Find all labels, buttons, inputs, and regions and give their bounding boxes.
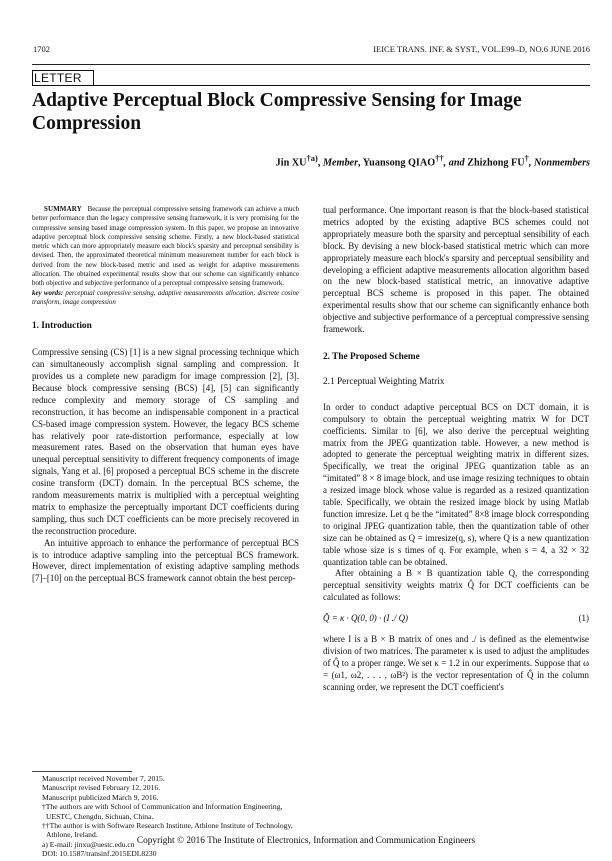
footnote-received: Manuscript received November 7, 2015. — [42, 774, 165, 783]
equation-body: Q̂ = κ · Q(0, 0) · (I ./ Q) — [323, 613, 409, 624]
summary — [32, 205, 299, 289]
copyright-notice: Copyright © 2016 The Institute of Electronics, Information and Communication Engineers — [136, 836, 476, 846]
footnote-affiliation-2: ††The author is with Software Research Institute, Athlone Institute of Technology, Athlone, Ireland. — [42, 821, 293, 840]
left-column — [32, 205, 299, 585]
author-1-affiliation: †a) — [306, 153, 318, 163]
intro-paragraph-1: Compressive sensing (CS) [1] is a new signal processing technique which can simultaneously accomplish signal sampling and compression. It provides us a complete new paradigm for image compression [2], [3]. Because block compressive sensing (BCS) [4], [5] can significantly reduce complexity and memory storage of CS sampling and reconstruction, it has become an indispensable component in a practical CS-based image compression system. However, the legacy BCS scheme has relatively poor rate-distortion performance, especially at low measurement rates. Based on the observation that human eyes have unequal perceptual sensitivity to different frequency components of image signals, Yang et al. [6] proposed a perceptual BCS scheme in the discrete cosine transform (DCT) domain. In the perceptual BCS scheme, the random measurements matrix is multiplied with a perceptual weighting matrix to emphasize the perceptually important DCT coefficients during sampling, thus such DCT coefficients can be more precisely recovered in the reconstruction procedure. — [32, 347, 299, 536]
section-1-heading: 1. Introduction — [32, 321, 92, 332]
keywords — [32, 289, 299, 308]
letter-rule — [32, 85, 590, 86]
right-column — [323, 205, 589, 694]
section-2-paragraph-2: After obtaining a B × B quantization table Q, the corresponding perceptual sensitivity weights matrix Q̂ for DCT coefficients can be calculated as follows: — [323, 568, 589, 603]
section-2-paragraph-1: In order to conduct adaptive perceptual BCS on DCT domain, it is compulsory to obtain the perceptual weighting matrix W for DCT coefficients. Similar to [6], we also derive the perceptual weighting matrix from the JPEG quantization table. However, a new method is adopted to generate the perceptual weighting matrix in different sizes. Specifically, we treat the original JPEG quantization table as an “imitated” 8 × 8 image block, and use image resizing techniques to obtain a resized image block whose value is regarded as a resized quantization table. Specifically, we obtain the resized image block by using Matlab function imresize. Let q be the “imitated” 8×8 image block corresponding to original JPEG quantization table, then the quantization table of other size can be obtained as Q = imresize(q, s), where Q is a new quantization table whose size is s times of q. For example, when s = 4, a 32 × 32 quantization table can be obtained. — [323, 401, 589, 567]
keywords-text: perceptual compressive sensing, adaptive measurements allocation, discrete cosine transform, image compression — [32, 289, 299, 306]
letter-label: LETTER — [32, 70, 94, 85]
page-number: 1702 — [33, 44, 50, 54]
footnote-affiliation-1: †The authors are with School of Communication and Information Engineering, UESTC, Chengdu, Sichuan, China. — [42, 802, 283, 821]
footnote-email: a) E-mail: jinxu@uestc.edu.cn — [42, 839, 135, 849]
intro-paragraph-2: An intuitive approach to enhance the performance of perceptual BCS is to introduce adaptive sampling into the perceptual BCS framework. However, direct implementation of existing adaptive sampling methods [7]–[10] on the perceptual BCS framework cannot obtain the best percep- — [32, 537, 299, 584]
section-2-paragraph-3: where I is a B × B matrix of ones and ./ is defined as the elementwise division of two matrices. The parameter κ is used to adjust the amplitudes of Q̂ to a proper range. We set κ = 1.2 in our experiments. Suppose that ω = (ω1, ω2, . . . , ωB²) is the vector representation of Q̂ in the column scanning order, we represent the DCT coefficient's — [323, 634, 589, 692]
footnote-publicized: Manuscript publicized March 9, 2016. — [42, 792, 159, 802]
footnote-revised: Manuscript revised February 12, 2016. — [42, 783, 161, 793]
intro-continuation: tual performance. One important reason is that the block-based statistical metrics adopted by the existing adaptive BCS schemes could not appropriately measure both the sparsity and perceptual sensibility of each block. By devising a new block-based statistical metric which can more appropriately measure each block's sparsity and perceptual sensibility and developing a efficient adaptive measurements allocation algorithm based on the new block-based statistical metric, an innovative adaptive perceptual BCS scheme is proposed in this paper. The obtained experimental results show that our scheme can significantly enhance both objective and subjective performance of a perceptual compressive sensing framework. — [323, 205, 589, 335]
author-3: Zhizhong FU — [467, 157, 525, 169]
nonmember-label: , Nonmembers — [528, 157, 590, 169]
author-3-affiliation: † — [524, 153, 529, 163]
section-2-heading: 2. The Proposed Scheme — [323, 351, 420, 362]
journal-header: IEICE TRANS. INF. & SYST., VOL.E99–D, NO.6 JUNE 2016 — [373, 44, 590, 54]
author-line: Jin XU$^{\dagger a)}$, Member, Yuansong QIAO††, and Zhizhong FU†, Nonmembers — [275, 153, 590, 169]
summary-text: Because the perceptual compressive sensing framework can achieve a much better performance than the legacy compressive sensing framework, it is very promising for the compressive sensing based image compression system. In this paper, we propose an innovative adaptive perceptual block compressive sensing scheme. Firstly, a new block-based statistical metric which can more appropriately measure each block's sparsity and perceptual sensibility is devised. Then, the approximated theoretical minimum measurement number for each block is derived from the new block-based metric and used as weight for adaptive measurements allocation. The obtained experimental results show that our scheme can significantly enhance both objective and subjective performance of a perceptual compressive sensing framework. — [32, 206, 299, 288]
keywords-label: key words: — [32, 289, 64, 297]
subsection-2-1-heading: 2.1 Perceptual Weighting Matrix — [323, 376, 445, 387]
author-2: , Yuansong QIAO — [358, 157, 436, 169]
summary-label: SUMMARY — [44, 206, 82, 213]
author-2-affiliation: †† — [435, 153, 444, 163]
equation-number: (1) — [578, 613, 589, 624]
footnote-rule — [32, 771, 132, 772]
equation-1 — [323, 613, 589, 625]
author-1: Jin XU — [275, 157, 307, 169]
paper-title: Adaptive Perceptual Block Compressive Sensing for Image Compression — [32, 90, 522, 134]
header-rule — [32, 64, 590, 65]
member-label: Member — [322, 157, 359, 169]
footnote-doi: DOI: 10.1587/transinf.2015EDL8230 — [42, 849, 157, 859]
